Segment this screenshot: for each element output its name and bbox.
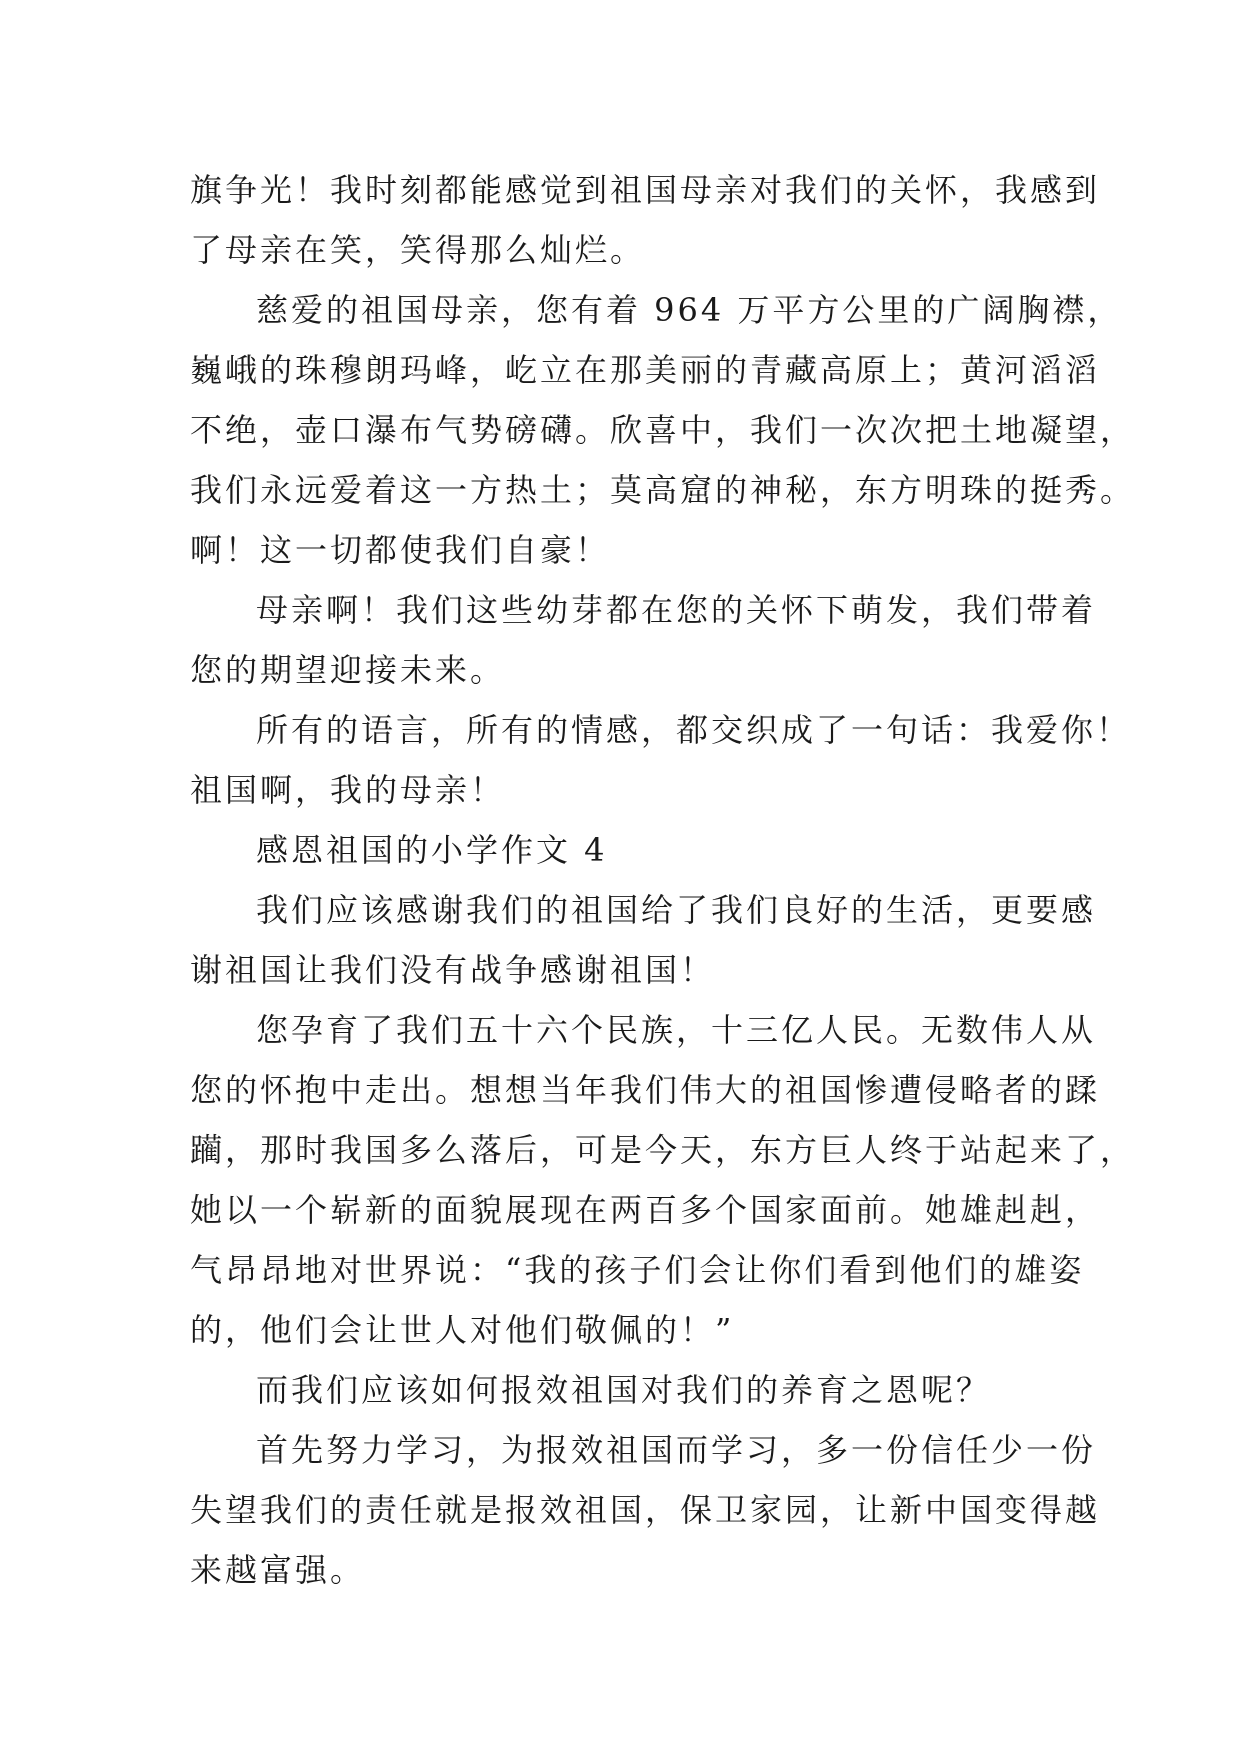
text-line: 她以一个崭新的面貌展现在两百多个国家面前。她雄赳赳， [190, 1191, 1101, 1229]
text-line: 巍峨的珠穆朗玛峰，屹立在那美丽的青藏高原上；黄河滔滔 [190, 351, 1101, 389]
text-line: 来越富强。 [190, 1551, 366, 1589]
text-line: 您的期望迎接未来。 [190, 651, 506, 689]
text-line: 不绝，壶口瀑布气势磅礴。欣喜中，我们一次次把土地凝望， [190, 411, 1136, 449]
text-line: 气昂昂地对世界说：“我的孩子们会让你们看到他们的雄姿 [190, 1251, 1085, 1289]
paragraph-start-line: 所有的语言，所有的情感，都交织成了一句话：我爱你！ [256, 711, 1132, 749]
paragraph-start-line: 首先努力学习，为报效祖国而学习，多一份信任少一份 [256, 1431, 1097, 1469]
paragraph-start-line: 而我们应该如何报效祖国对我们的养育之恩呢？ [256, 1371, 992, 1409]
text-line: 了母亲在笑，笑得那么灿烂。 [190, 231, 646, 269]
text-line: 我们永远爱着这一方热土；莫高窟的神秘，东方明珠的挺秀。 [190, 471, 1136, 509]
text-line: 旗争光！我时刻都能感觉到祖国母亲对我们的关怀，我感到 [190, 171, 1101, 209]
paragraph-start-line: 我们应该感谢我们的祖国给了我们良好的生活，更要感 [256, 891, 1097, 929]
paragraph-start-line: 母亲啊！我们这些幼芽都在您的关怀下萌发，我们带着 [256, 591, 1097, 629]
text-line: 啊！这一切都使我们自豪！ [190, 531, 611, 569]
paragraph-start-line: 您孕育了我们五十六个民族，十三亿人民。无数伟人从 [256, 1011, 1097, 1049]
text-line: 谢祖国让我们没有战争感谢祖国！ [190, 951, 716, 989]
section-heading: 感恩祖国的小学作文 4 [256, 831, 608, 869]
essay-body [190, 160, 1136, 1600]
text-line: 您的怀抱中走出。想想当年我们伟大的祖国惨遭侵略者的蹂 [190, 1071, 1101, 1109]
paragraph-start-line: 慈爱的祖国母亲，您有着 964 万平方公里的广阔胸襟， [256, 291, 1123, 329]
text-line: 失望我们的责任就是报效祖国，保卫家园，让新中国变得越 [190, 1491, 1101, 1529]
text-line: 的，他们会让世人对他们敬佩的！” [190, 1311, 735, 1349]
text-line: 躏，那时我国多么落后，可是今天，东方巨人终于站起来了， [190, 1131, 1136, 1169]
text-line: 祖国啊，我的母亲！ [190, 771, 506, 809]
